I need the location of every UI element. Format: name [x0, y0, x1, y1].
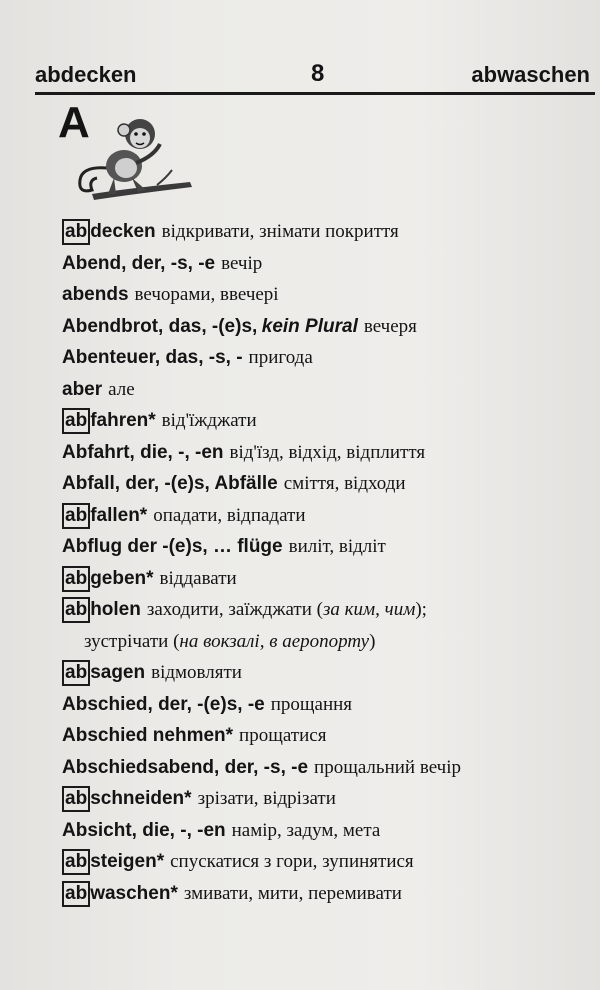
translation: опадати, відпадати: [153, 504, 306, 526]
headword-rest: fahren*: [90, 410, 156, 431]
prefix-box: ab: [62, 881, 90, 907]
headword-rest: sagen: [90, 662, 146, 683]
section-letter: A: [58, 98, 90, 147]
prefix-box: ab: [62, 786, 90, 812]
prefix-box: ab: [62, 566, 90, 592]
translation: пригода: [248, 347, 313, 368]
translation: прощальний вечір: [314, 756, 461, 778]
headword-rest: steigen*: [90, 851, 165, 872]
headword: Abfall, der, -(e)s, Abfälle: [62, 473, 278, 494]
headword: Abend, der, -s, -e: [62, 252, 216, 274]
headword: Abfahrt, die, -, -en: [62, 441, 224, 463]
entry-absteigen: [62, 846, 592, 878]
entry-abgeben: [62, 563, 592, 595]
header-last-word: abwaschen: [471, 62, 590, 87]
headword: Abschied nehmen*: [62, 725, 234, 746]
translation: виліт, відліт: [288, 536, 386, 557]
entry-aber: [62, 374, 592, 406]
prefix-box: ab: [62, 408, 90, 434]
dictionary-entries: [62, 216, 592, 909]
entry-abschied-nehmen: [62, 720, 592, 752]
translation: вечеря: [363, 315, 417, 337]
headword: Abschiedsabend, der, -s, -e: [62, 756, 309, 778]
translation: але: [108, 378, 135, 400]
header-rule: [35, 92, 595, 95]
entry-abenteuer: [62, 342, 592, 374]
headword-rest: holen: [90, 599, 141, 620]
translation: відмовляти: [151, 662, 242, 683]
page-header: [35, 58, 590, 92]
headword: aber: [62, 378, 103, 400]
entry-abfahrt: [62, 437, 592, 469]
headword: Abendbrot, das, -(e)s,: [62, 315, 258, 337]
entry-abfallen: [62, 500, 592, 532]
prefix-box: ab: [62, 219, 90, 245]
translation: заходити, заїжджати (: [146, 599, 323, 620]
translation: віддавати: [159, 567, 237, 589]
entry-abfahren: [62, 405, 592, 437]
translation: сміття, відходи: [283, 473, 406, 494]
entry-abfall: [62, 468, 592, 500]
translation: прощання: [270, 693, 353, 715]
entry-abschneiden: [62, 783, 592, 815]
translation-note: за ким, чим: [322, 599, 416, 620]
prefix-box: ab: [62, 503, 90, 529]
translation: відкривати, знімати покриття: [161, 221, 399, 242]
translation: змивати, мити, перемивати: [183, 882, 402, 904]
translation: вечір: [221, 252, 263, 274]
prefix-box: ab: [62, 660, 90, 686]
translation-end: );: [415, 599, 427, 620]
translation: спускатися з гори, зупинятися: [170, 851, 414, 872]
entry-abends: [62, 279, 592, 311]
entry-abendbrot: [62, 311, 592, 343]
translation: вечорами, ввечері: [134, 284, 279, 305]
headword-rest: waschen*: [90, 882, 178, 904]
translation: прощатися: [239, 725, 327, 746]
headword-rest: geben*: [90, 567, 154, 589]
entry-abdecken: [62, 216, 592, 248]
prefix-box: ab: [62, 849, 90, 875]
headword: Abschied, der, -(e)s, -e: [62, 693, 265, 715]
monkey-icon: [62, 108, 197, 208]
entry-abflug: [62, 531, 592, 563]
translation-end: ): [369, 630, 376, 652]
translation: намір, задум, мета: [231, 819, 381, 841]
headword: Absicht, die, -, -en: [62, 819, 226, 841]
headword-rest: schneiden*: [90, 788, 192, 809]
translation: від'їзд, відхід, відплиття: [229, 441, 426, 463]
headword: abends: [62, 284, 129, 305]
entry-abend: [62, 248, 592, 280]
headword-note: kein Plural: [261, 315, 358, 337]
entry-absagen: [62, 657, 592, 689]
prefix-box: ab: [62, 597, 90, 623]
translation: зустрічати (: [84, 630, 180, 652]
entry-abschied: [62, 689, 592, 721]
entry-abholen-continuation: [62, 626, 592, 658]
entry-abwaschen: [62, 878, 592, 910]
entry-absicht: [62, 815, 592, 847]
translation: від'їжджати: [161, 410, 257, 431]
headword-rest: decken: [90, 221, 156, 242]
entry-abholen: [62, 594, 592, 626]
translation: зрізати, відрізати: [197, 788, 336, 809]
entry-abschiedsabend: [62, 752, 592, 784]
headword: Abflug der -(e)s, … flüge: [62, 536, 283, 557]
translation-note: на вокзалі, в аеропорту: [179, 630, 370, 652]
header-first-word: abdecken: [35, 62, 137, 87]
headword: Abenteuer, das, -s, -: [62, 347, 243, 368]
page-number: 8: [311, 60, 325, 87]
headword-rest: fallen*: [90, 504, 148, 526]
